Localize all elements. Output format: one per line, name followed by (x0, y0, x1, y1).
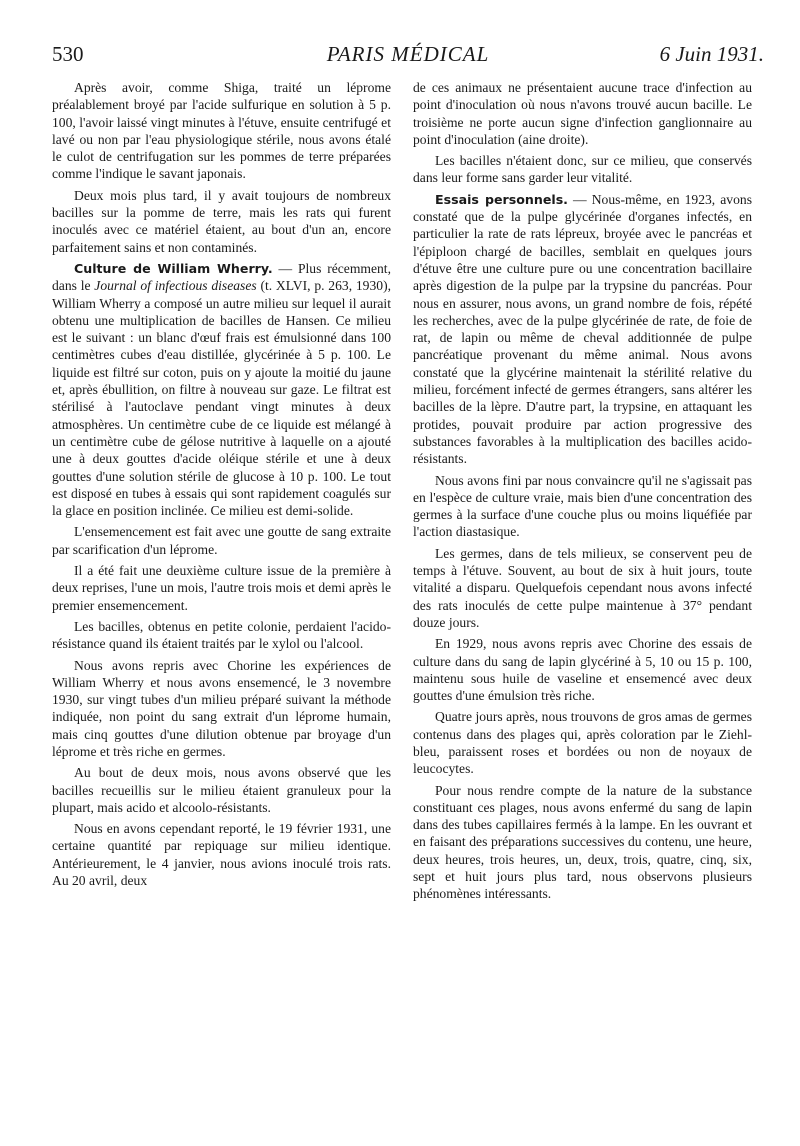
text-run: (t. XLVI, p. 263, 1930), William Wherry a composé un autre milieu sur lequel il aurait obtenu une multiplication de bacilles de Hansen. Ce milieu est le suivant : un blanc d'œuf frais est émulsionné dans 100 centimètres cubes d'eau distillée, glycérinée à 5 p. 100. Le liquide est filtré sur coton, puis on y ajoute la moitié du jaune et, après ébullition, on filtre à nouveau sur gaze. Le filtrat est stérilisé à l'autoclave pendant vingt minutes à deux atmosphères. Un centimètre cube de ce liquide est mélangé à un centimètre cube de gélose nutritive à laquelle on a ajouté une à deux gouttes d'acide oléique stérile et une à deux gouttes d'une solution stérile de glucose à 10 p. 100. Le tout est disposé en tubes à essais qui sont rapidement coagulés sur la glace en position inclinée. Ce milieu est demi-solide. (52, 278, 391, 519)
issue-date: 6 Juin 1931. (659, 42, 764, 66)
running-title: PARIS MÉDICAL (326, 42, 490, 66)
paragraph: Nous avons fini par nous convaincre qu'il ne s'agissait pas en l'espèce de culture vraie, mais bien d'une concentration des germes à la surface d'une couche plus ou moins liquéfiée par l'action diastasique. (413, 472, 752, 540)
text-run: — Plus récemment, dans le (52, 260, 391, 294)
paragraph: Pour nous rendre compte de la nature de la substance constituant ces plages, nous avons enfermé du sang de lapin dans des tubes capillaires fermés à la lampe. En les ouvrant et en faisant des préparations successives du contenu, une heure, deux heures, trois heures, un, deux, trois, quatre, cinq, six, sept et huit jours plus tard, nous observons plusieurs phénomènes intéressants. (413, 782, 752, 902)
paragraph: Après avoir, comme Shiga, traité un léprome préalablement broyé par l'acide sulfurique en solution à 5 p. 100, l'avoir laissé vingt minutes à l'étuve, ensuite centrifugé et lavé ou non par l'eau physiologique stérile, nous avons étalé le culot de centrifugation sur les pommes de terre préparées comme l'indique le savant japonais. (52, 80, 391, 182)
left-column (52, 79, 391, 893)
paragraph: Les bacilles, obtenus en petite colonie, perdaient l'acido-résistance quand ils étaient traités par le xylol ou l'alcool. (52, 618, 391, 652)
paragraph-essais (413, 191, 752, 468)
paragraph: L'ensemencement est fait avec une goutte de sang extraite par scarification d'un léprome. (52, 524, 391, 557)
section-heading-essais: Essais personnels. (435, 191, 568, 207)
section-heading-wherry: Culture de William Wherry. (74, 260, 273, 276)
paragraph: Nous en avons cependant reporté, le 19 février 1931, une certaine quantité par repiquage sur milieu identique. Antérieurement, le 4 janvier, nous avions inoculé trois rats. Au 20 avril, deux (52, 821, 391, 889)
text-run: — Nous-même, en 1923, avons constaté que de la pulpe glycérinée d'organes infectés, en particulier la rate de rats lépreux, broyée avec le pancréas et l'épiploon chargé de bacilles, semblait en quelques jours d'étuve être une culture pure ou une concentration bacillaire après digestion de la pulpe par la trypsine du pancréas. Pour nous en assurer, nous avons, un grand nombre de fois, répété les recherches, avec de la pulpe glycérinée de rate, de foie de rat, de lapin ou même de cheval additionnée de pulpe pancréatique provenant du même animal. Nous avons constaté que la glycérine maintenait la stérilité relative du milieu, forcément infecté de germes étrangers, sans altérer les bacilles de la lèpre. D'autre part, la trypsine, en attaquant les protides, pouvait produire par action progressive des substances favorables à la multiplication des bacilles acido-résistants. (413, 191, 752, 467)
paragraph-wherry (52, 260, 391, 519)
page-header (52, 42, 764, 70)
paragraph: Les germes, dans de tels milieux, se conservent peu de temps à l'étuve. Souvent, au bout de six à huit jours, toute vitalité a disparu. Quelquefois cependant nous avons infecté des rats inoculés de cette pulpe maintenue à 37° pendant douze jours. (413, 545, 752, 630)
paragraph: Quatre jours après, nous trouvons de gros amas de germes contenus dans des plages qui, après coloration par le Ziehl-bleu, paraissent roses et bordées ou non de noyaux de leucocytes. (413, 709, 752, 777)
right-column (413, 79, 752, 907)
paragraph: Au bout de deux mois, nous avons observé que les bacilles recueillis sur le milieu étaient granuleux pour la plupart, mais acido et alcoolo-résistants. (52, 765, 391, 815)
paragraph-continued: de ces animaux ne présentaient aucune trace d'infection au point d'inoculation où nous n'avons trouvé aucun bacille. Le troisième ne porte aucun signe d'infection ganglionnaire au point d'inoculation (aine droite). (413, 80, 752, 147)
page-number: 530 (52, 42, 84, 66)
paragraph: Les bacilles n'étaient donc, sur ce milieu, que conservés dans leur forme sans garder leur vitalité. (413, 153, 752, 186)
paragraph: Il a été fait une deuxième culture issue de la première à deux reprises, l'une un mois, l'autre trois mois et demi après le premier ensemencement. (52, 563, 391, 613)
paragraph: Nous avons repris avec Chorine les expériences de William Wherry et nous avons ensemencé, le 3 novembre 1930, sur vingt tubes d'un milieu préparé suivant la méthode indiquée, non point du sang extrait d'un léprome humain, mais cinq gouttes d'une dilution obtenue par broyage d'un léprome et très riche en germes. (52, 657, 391, 759)
paragraph: En 1929, nous avons repris avec Chorine des essais de culture dans du sang de lapin glycériné à 5, 10 ou 15 p. 100, maintenu sous huile de vaseline et ensemencé avec deux gouttes d'une émulsion très riche. (413, 636, 752, 704)
paragraph: Deux mois plus tard, il y avait toujours de nombreux bacilles sur la pomme de terre, mais les rats qui furent inoculés avec ce matériel étaient, au bout d'un an, encore parfaitement sains et non contaminés. (52, 187, 391, 255)
journal-title: Journal of infectious diseases (94, 278, 257, 294)
